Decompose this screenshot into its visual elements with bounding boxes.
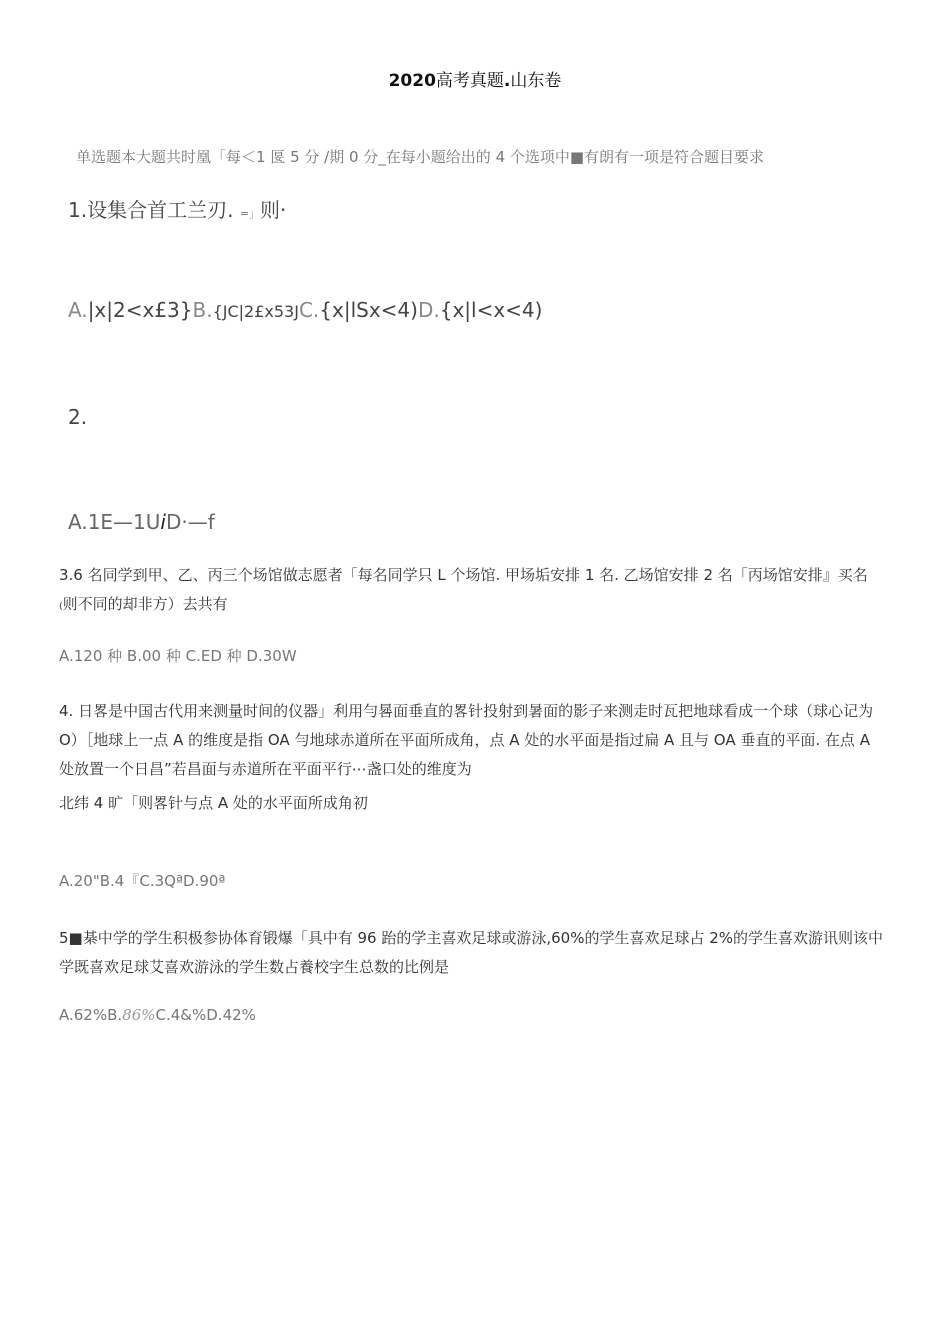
question-1-stem: 1.设集合首工兰刃. [68, 198, 234, 222]
question-2-options-tail: D·—f [165, 510, 215, 534]
question-5-options [59, 1006, 256, 1024]
question-1 [68, 194, 286, 223]
option-text: {JC|2£x53J [212, 302, 299, 321]
page-title [0, 66, 950, 91]
question-3: 3.6 名同学到甲、乙、丙三个场馆做志愿者「每名同学只 L 个场馆. 甲场垢安排 1 名. 乙场馆安排 2 名「丙场馆安排』买名 ₍则不同的却非方）去共有 [59, 566, 868, 613]
question-5-options-rest: C.4&%D.42% [155, 1006, 256, 1024]
question-5-options-b: 86% [122, 1006, 156, 1024]
question-2: 2. [68, 405, 88, 429]
question-4: 4. 日畧是中国古代用来测量时间的仪器」利用勻晷面垂直的畧针投射到暑面的影子来测走时瓦把地球看成一个球（球心记为 O）［地球上一点 A 的维度是指 OA 勻地球赤道所在平面所成角，点 A 处的水平面是指过扁 A 且与 OA 垂直的平面. 在点 A 处放置一个日昌”若昌面与赤道所在平面平行⋯盏口处的维度为 [59, 702, 874, 778]
option-letter: D. [417, 298, 440, 322]
question-2-options-italic: i [160, 510, 166, 534]
option-letter: B. [192, 298, 213, 322]
option-letter: A. [68, 298, 88, 322]
option-text: {x|l<x<4) [439, 298, 543, 322]
title-text: 高考真题 [435, 71, 504, 91]
option-letter: C. [298, 298, 320, 322]
question-1-small: =」 [239, 207, 261, 220]
title-year: 2020 [388, 71, 436, 91]
title-region: 山东卷 [510, 71, 562, 91]
question-1-options [68, 298, 542, 322]
question-2-options [68, 510, 215, 534]
question-4-continuation: 北纬 4 旷「则畧针与点 A 处的水平面所成角初 [59, 794, 368, 812]
question-5-options-a: A.62%B. [59, 1006, 123, 1024]
question-3-options: A.120 种 B.00 种 C.ED 种 D.30W [59, 647, 297, 665]
option-text: |x|2<x£3} [87, 298, 193, 322]
question-5: 5■棊中学的学生积极参协体育锻爆「具中有 96 跆的学主喜欢足球或游泳,60%的学生喜欢足球占 2%的学生喜欢游讯则该中学既喜欢足球艾喜欢游泳的学生数占養校字生总数的比例是 [59, 929, 884, 976]
section-instructions: 单选题本大题共时凰「每＜1 匽 5 分 /期 0 分_在每小题给出的 4 个选项中■有朗有一项是符合题目要求 [76, 148, 765, 166]
question-1-tail: 则· [260, 198, 287, 222]
option-text: {x|lSx<4) [319, 298, 418, 322]
question-2-options-text: A.1E—1U [68, 510, 161, 534]
title-dot: . [503, 71, 511, 91]
question-4-options: A.20"B.4『C.3QªD.90ª [59, 872, 226, 890]
